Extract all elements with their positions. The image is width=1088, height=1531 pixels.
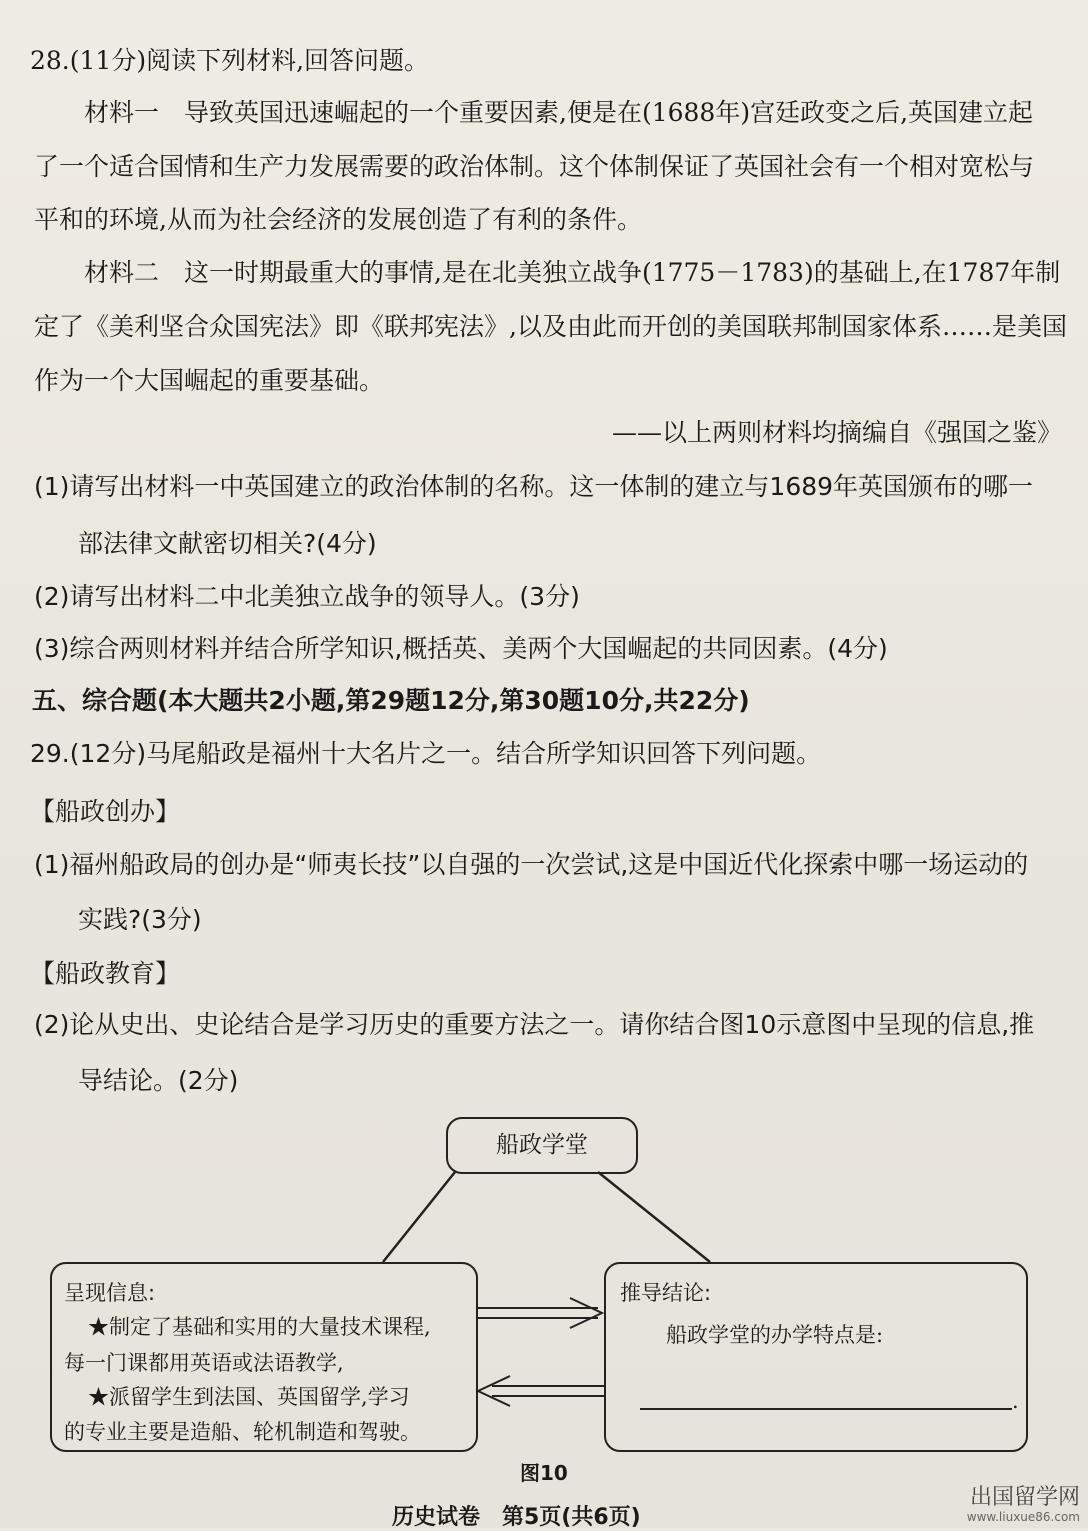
q28-sub2: (2)请写出材料二中北美独立战争的领导人。(3分) [34, 582, 580, 611]
answer-blank-line [640, 1408, 1012, 1410]
left-box-line-1: ★制定了基础和实用的大量技术课程, [88, 1315, 431, 1339]
page-footer: 历史试卷 第5页(共6页) [392, 1505, 641, 1530]
site-watermark [967, 1486, 1080, 1524]
left-box-line-4: 的专业主要是造船、轮机制造和驾驶。 [64, 1420, 421, 1444]
watermark-url: www.liuxue86.com [966, 1510, 1080, 1524]
q29-sub2-line-1: (2)论从史出、史论结合是学习历史的重要方法之一。请你结合图10示意图中呈现的信息,推 [34, 1010, 1035, 1039]
q29-part1-title: 【船政创办】 [30, 797, 181, 826]
answer-end-period: . [1012, 1389, 1019, 1413]
right-box-text: 船政学堂的办学特点是: [666, 1323, 884, 1347]
figure-caption: 图10 [520, 1461, 568, 1485]
material1-line-1: 材料一 导致英国迅速崛起的一个重要因素,便是在(1688年)宫廷政变之后,英国建立起 [84, 98, 1034, 127]
material1-line-2: 了一个适合国情和生产力发展需要的政治体制。这个体制保证了英国社会有一个相对宽松与 [34, 152, 1035, 181]
top-box-label: 船政学堂 [496, 1132, 588, 1158]
watermark-main: 出国留学网 [969, 1485, 1080, 1510]
q29-sub1-line-2: 实践?(3分) [78, 905, 202, 934]
q28-heading: 28.(11分)阅读下列材料,回答问题。 [30, 46, 430, 75]
q29-heading: 29.(12分)马尾船政是福州十大名片之一。结合所学知识回答下列问题。 [30, 739, 822, 768]
material2-line-1: 材料二 这一时期最重大的事情,是在北美独立战争(1775－1783)的基础上,在1787年制 [84, 258, 1061, 287]
q28-sub1-line-1: (1)请写出材料一中英国建立的政治体制的名称。这一体制的建立与1689年英国颁布的哪一 [34, 472, 1034, 501]
diagram-right-box [604, 1262, 1028, 1452]
q28-sub3: (3)综合两则材料并结合所学知识,概括英、美两个大国崛起的共同因素。(4分) [34, 634, 888, 663]
material2-line-2: 定了《美利坚合众国宪法》即《联邦宪法》,以及由此而开创的美国联邦制国家体系……是美国 [34, 312, 1067, 341]
material1-line-3: 平和的环境,从而为社会经济的发展创造了有利的条件。 [34, 205, 642, 234]
material-source: ——以上两则材料均摘编自《强国之鉴》 [612, 418, 1063, 447]
q29-part2-title: 【船政教育】 [30, 959, 181, 988]
q29-sub1-line-1: (1)福州船政局的创办是“师夷长技”以自强的一次尝试,这是中国近代化探索中哪一场运动的 [34, 850, 1029, 879]
right-box-title: 推导结论: [620, 1281, 712, 1305]
left-box-title: 呈现信息: [64, 1281, 156, 1305]
q29-sub2-line-2: 导结论。(2分) [78, 1066, 239, 1095]
material2-line-3: 作为一个大国崛起的重要基础。 [34, 366, 385, 395]
section5-heading: 五、综合题(本大题共2小题,第29题12分,第30题10分,共22分) [32, 686, 750, 715]
diagram-left-box [50, 1262, 478, 1452]
diagram-top-box [446, 1117, 638, 1174]
left-box-line-3: ★派留学生到法国、英国留学,学习 [88, 1385, 410, 1409]
q28-sub1-line-2: 部法律文献密切相关?(4分) [78, 529, 377, 558]
left-box-line-2: 每一门课都用英语或法语教学, [64, 1351, 344, 1375]
